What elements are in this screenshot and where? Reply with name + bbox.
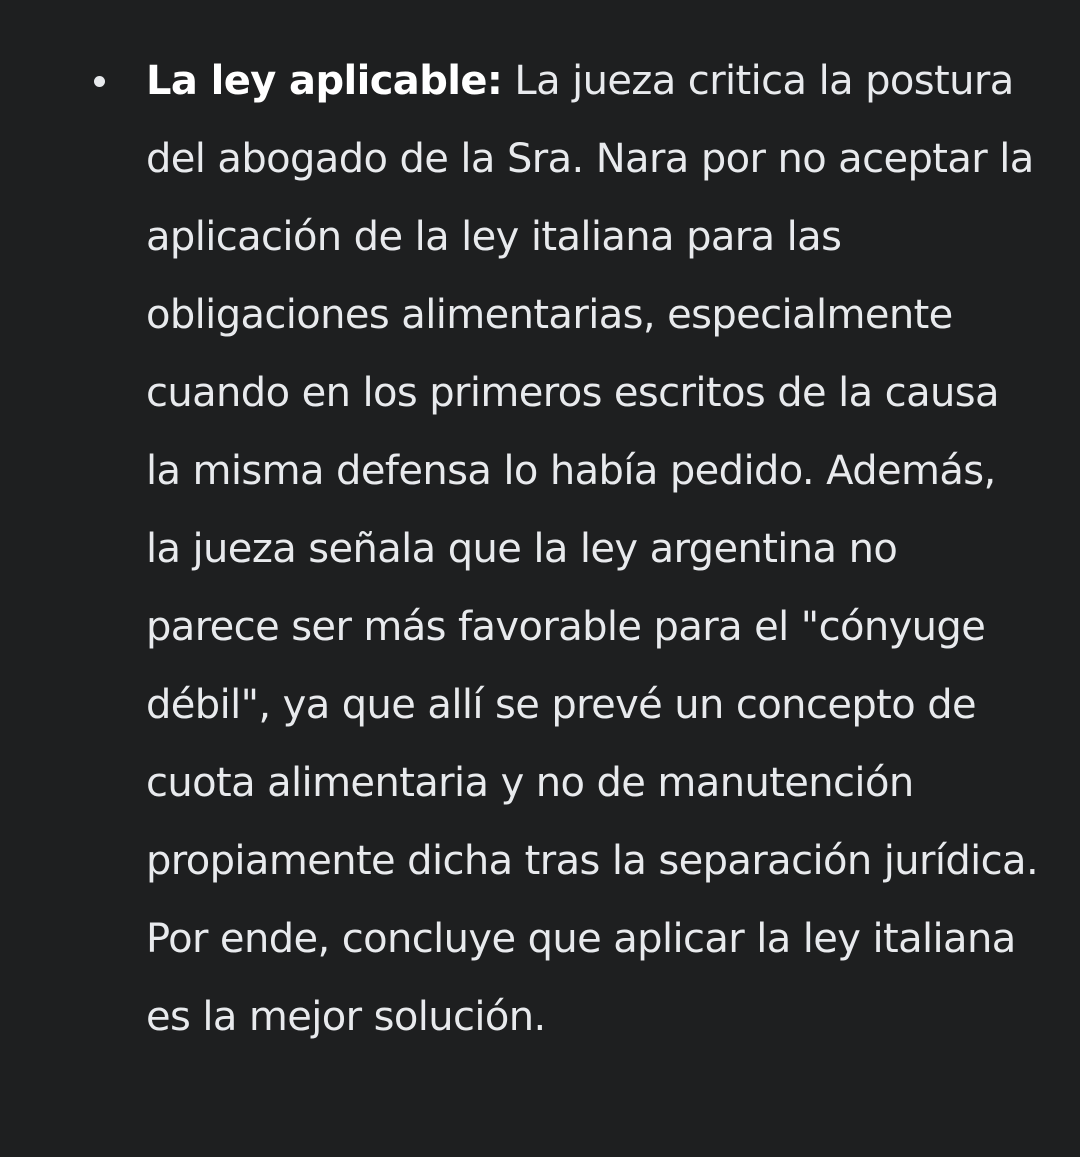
item-body: La jueza critica la postura del abogado de la Sra. Nara por no aceptar la aplicación de la ley italiana para las obligaciones alimentarias, especialmente cuando en los primeros escritos de la causa la misma defensa lo había pedido. Además, la jueza señala que la ley argentina no parece ser más favorable para el "cónyuge débil", ya que allí se prevé un concepto de cuota alimentaria y no de manutención propiamente dicha tras la separación jurídica. Por ende, concluye que aplicar la ley italiana es la mejor solución. [146, 58, 1039, 1040]
bullet-icon [94, 76, 105, 87]
list-item [0, 42, 1040, 1056]
item-heading: La ley aplicable: [146, 58, 503, 104]
bullet-list [0, 42, 1040, 1056]
